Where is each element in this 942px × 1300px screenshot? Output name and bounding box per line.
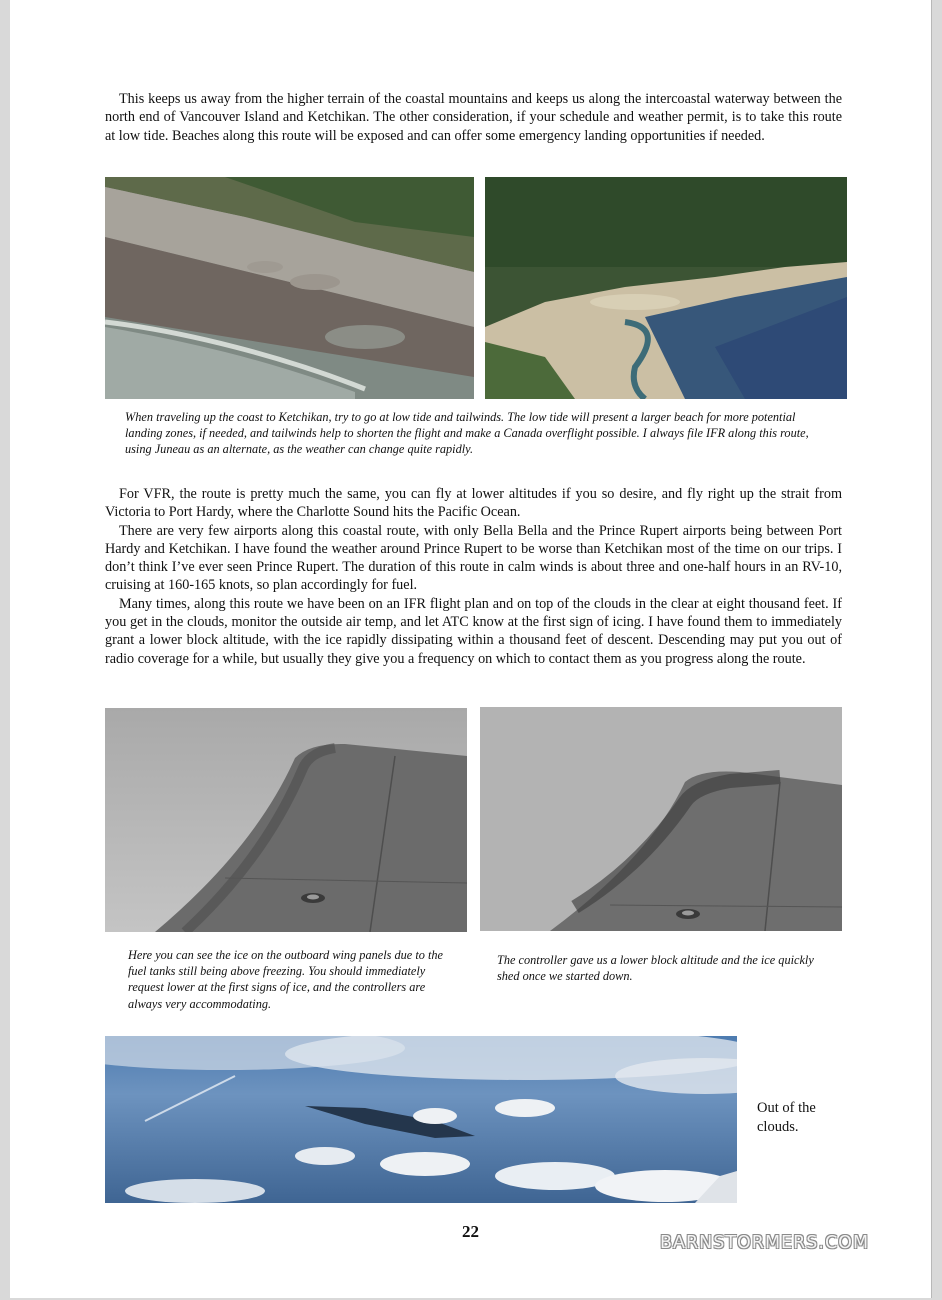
paragraph-vfr: For VFR, the route is pretty much the same, you can fly at lower altitudes if you so desire, and fly right up the strait from Victoria to Port Hardy, where the Charlotte Sound hits the Pacific Ocean. (105, 486, 842, 521)
paragraph-airports: There are very few airports along this coastal route, with only Bella Bella and the Prince Rupert airports being between Port Hardy and Ketchikan. I have found the weather around Prince Rupert to be worse than Ketchikan most of the time on our trips. I don’t think I’ve ever seen Prince Rupert. The duration of this route in calm winds is about three and one-half hours in an RV-10, cruising at 160-165 knots, so plan accordingly for fuel. (105, 522, 842, 594)
beach-photo-left (105, 177, 474, 399)
beach-caption: When traveling up the coast to Ketchikan, try to go at low tide and tailwinds. The low tide will present a larger beach for more potential landing zones, if needed, and tailwinds help to shorten the flight and make a Canada overflight possible. I always file IFR along this route, using Juneau as an alternate, as the weather can change quite rapidly. (125, 410, 809, 457)
wing-ice-photo-left (105, 708, 467, 932)
ice-caption-right: The controller gave us a lower block altitude and the ice quickly shed once we started down. (497, 953, 814, 984)
clouds-photo (105, 1036, 737, 1203)
ice-caption-left: Here you can see the ice on the outboard wing panels due to the fuel tanks still being above freezing. You should immediately request lower at the first signs of ice, and the controllers are always very accommodating. (128, 948, 443, 1011)
paragraph-icing: Many times, along this route we have been on an IFR flight plan and on top of the clouds in the clear at eight thousand feet. If you get in the clouds, monitor the outside air temp, and let ATC know at the first sign of icing. I have found them to immediately grant a lower block altitude, with the ice rapidly dissipating within a thousand feet of descent. Descending may put you out of radio coverage for a while, but usually they give you a frequency on which to contact them as you progress along the route. (105, 595, 842, 667)
magazine-page (10, 0, 932, 1298)
clouds-caption: Out of the clouds. (757, 1100, 816, 1135)
intro-paragraph: This keeps us away from the higher terrain of the coastal mountains and keeps us along the intercoastal waterway between the north end of Vancouver Island and Ketchikan. The other consideration, if your schedule and weather permit, is to take this route at low tide. Beaches along this route will be exposed and can offer some emergency landing opportunities if needed. (105, 91, 842, 144)
page-number: 22 (462, 1222, 479, 1241)
wing-ice-photo-right (480, 707, 842, 931)
watermark-logo: BARNSTORMERS.COM (660, 1233, 870, 1253)
body-paragraphs (105, 485, 842, 668)
beach-photo-right (485, 177, 847, 399)
